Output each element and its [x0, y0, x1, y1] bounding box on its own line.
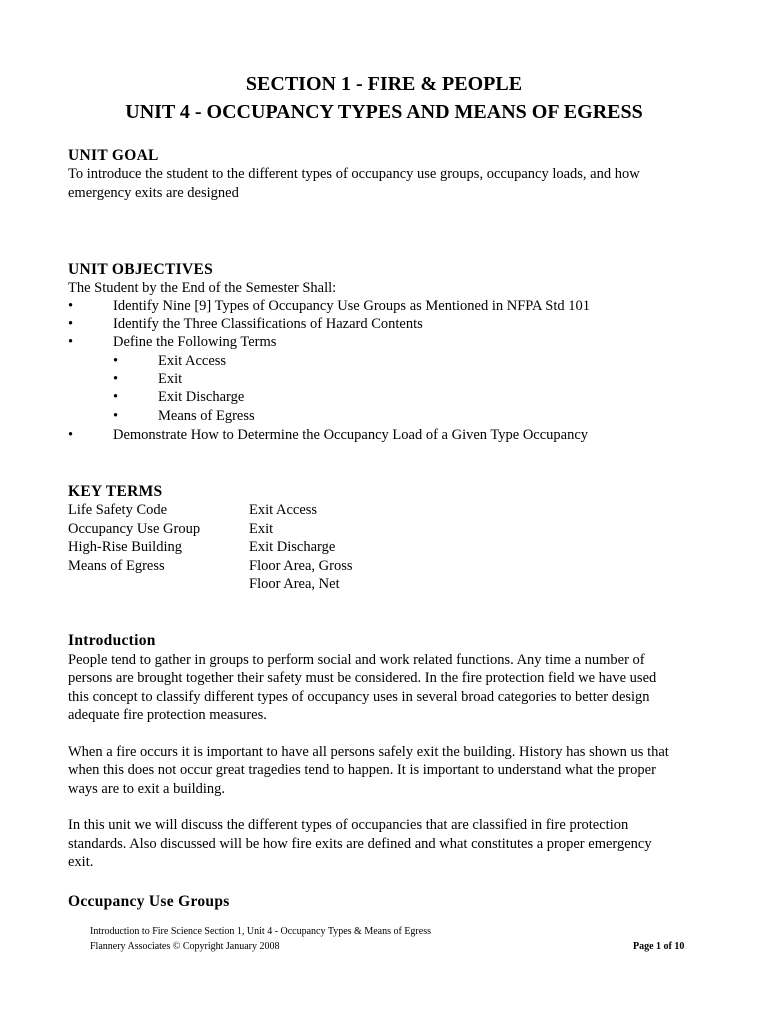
objective-sub-item-text: Means of Egress — [158, 408, 255, 424]
bullet-icon: • — [113, 408, 119, 424]
key-term: Life Safety Code — [68, 502, 168, 518]
bullet-icon: • — [113, 371, 119, 387]
occupancy-use-groups-heading: Occupancy Use Groups — [68, 893, 230, 910]
key-term: Occupancy Use Group — [68, 520, 201, 537]
objective-item-text: Identify Nine [9] Types of Occupancy Use Groups as Mentioned in NFPA Std 101 — [113, 298, 591, 314]
key-term: Exit Discharge — [249, 539, 336, 555]
introduction-line: persons are brought together their safety must be considered. In the fire protection field we have used — [68, 670, 657, 686]
bullet-icon: • — [113, 353, 119, 369]
bullet-icon: • — [68, 427, 74, 443]
key-term: Exit — [249, 520, 274, 537]
key-term: Floor Area, Gross — [249, 557, 353, 574]
introduction-heading: Introduction — [68, 632, 156, 649]
objective-item — [68, 426, 708, 444]
introduction-line: exit. — [68, 854, 94, 870]
bullet-icon: • — [68, 334, 74, 350]
key-term: Means of Egress — [68, 557, 165, 574]
bullet-icon: • — [113, 389, 119, 405]
introduction-line: When a fire occurs it is important to have all persons safely exit the building. History has shown us that — [68, 744, 669, 760]
key-term: Floor Area, Net — [249, 576, 340, 592]
unit-title: UNIT 4 - OCCUPANCY TYPES AND MEANS OF EGRESS — [125, 101, 643, 123]
objective-item — [68, 297, 708, 315]
section-title: SECTION 1 - FIRE & PEOPLE — [245, 73, 523, 95]
introduction-line: standards. Also discussed will be how fire exits are defined and what constitutes a proper emergency — [68, 836, 652, 852]
objectives-intro: The Student by the End of the Semester Shall: — [68, 280, 337, 296]
unit-goal-text-line-2: emergency exits are designed — [68, 185, 239, 201]
introduction-line: when this does not occur great tragedies tend to happen. It is important to understand what the proper — [68, 762, 656, 778]
unit-goal-heading: UNIT GOAL — [68, 147, 159, 164]
objective-item-text: Define the Following Terms — [113, 334, 277, 350]
footer-page-number: Page 1 of 10 — [633, 941, 685, 952]
unit-objectives-heading: UNIT OBJECTIVES — [68, 261, 214, 278]
unit-goal-text-line-1: To introduce the student to the different types of occupancy use groups, occupancy loads, and how — [68, 166, 640, 182]
objective-sub-item-text: Exit Discharge — [158, 389, 245, 405]
introduction-line: In this unit we will discuss the different types of occupancies that are classified in fire protection — [68, 817, 629, 833]
objective-sub-item — [113, 352, 673, 370]
objective-sub-item — [113, 407, 673, 425]
key-terms-column-1 — [68, 501, 200, 575]
footer-copyright-line: Flannery Associates © Copyright January 2008 — [90, 941, 280, 952]
objective-sub-item-text: Exit Access — [158, 353, 227, 369]
introduction-line: People tend to gather in groups to perform social and work related functions. Any time a number of — [68, 652, 645, 668]
objective-item — [68, 315, 708, 333]
footer-course-line: Introduction to Fire Science Section 1, Unit 4 - Occupancy Types & Means of Egress — [90, 926, 431, 937]
introduction-line: this concept to classify different types of occupancy uses in several broad categories to better design — [68, 689, 650, 705]
bullet-icon: • — [68, 298, 74, 314]
objective-sub-item — [113, 388, 673, 406]
introduction-line: adequate fire protection measures. — [68, 707, 267, 723]
key-term: High-Rise Building — [68, 539, 182, 555]
objective-item-text: Identify the Three Classifications of Hazard Contents — [113, 316, 423, 332]
objective-sub-item-text: Exit — [158, 371, 183, 387]
key-term: Exit Access — [249, 502, 318, 518]
objective-sub-item — [113, 370, 673, 388]
bullet-icon: • — [68, 316, 74, 332]
key-terms-column-2 — [249, 501, 353, 594]
objective-item — [68, 333, 708, 351]
introduction-line: ways are to exit a building. — [68, 781, 226, 797]
key-terms-heading: KEY TERMS — [68, 483, 163, 500]
objective-item-text: Demonstrate How to Determine the Occupancy Load of a Given Type Occupancy — [113, 427, 589, 443]
